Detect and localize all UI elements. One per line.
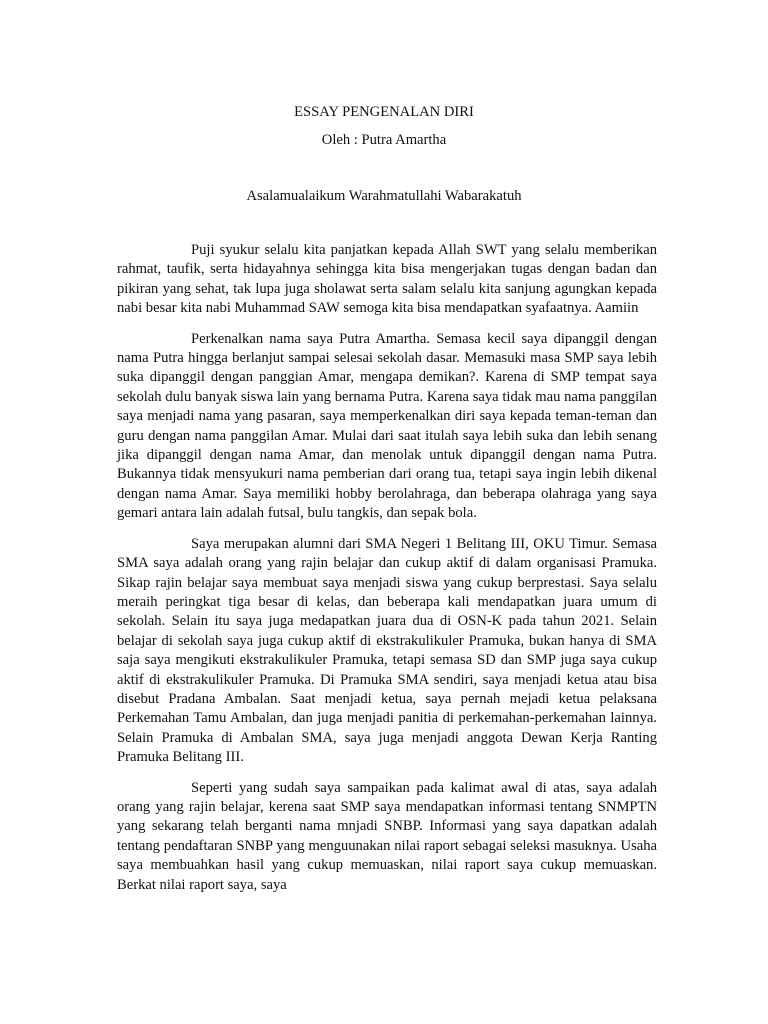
author-line: Oleh : Putra Amartha (321, 132, 447, 148)
paragraph: Perkenalkan nama saya Putra Amartha. Semasa kecil saya dipanggil dengan nama Putra hingga berlanjut sampai selesai sekolah dasar. Memasuki masa SMP saya lebih suka dipanggil dengan panggian Amar, mengapa demikan?. Karena di SMP tempat saya sekolah dulu banyak siswa lain yang bernama Putra. Karena saya tidak mau nama panggilan saya menjadi nama yang pasaran, saya memperkenalkan diri saya kepada teman-teman dan guru dengan nama panggilan Amar. Mulai dari saat itulah saya lebih suka dan lebih senang jika dipanggil dengan nama Amar, dan menolak untuk dipanggil dengan nama Putra. Bukannya tidak mensyukuri nama pemberian dari orang tua, tetapi saya ingin lebih dikenal dengan nama Amar. Saya memiliki hobby berolahraga, dan beberapa olahraga yang saya gemari antara lain adalah futsal, bulu tangkis, dan sepak bola. (117, 330, 657, 522)
paragraph: Seperti yang sudah saya sampaikan pada kalimat awal di atas, saya adalah orang yang rajin belajar, kerena saat SMP saya mendapatkan informasi tentang SNMPTN yang sekarang telah berganti nama mnjadi SNBP. Informasi yang saya dapatkan adalah tentang pendaftaran SNBP yang menguunakan nilai raport sebagai seleksi masuknya. Usaha saya membuahkan hasil yang cukup memuaskan, nilai raport saya cukup memuaskan. Berkat nilai raport saya, saya (117, 779, 657, 893)
document-body (117, 241, 657, 906)
paragraph: Puji syukur selalu kita panjatkan kepada Allah SWT yang selalu memberikan rahmat, taufik, serta hidayahnya sehingga kita bisa mengerjakan tugas dengan badan dan pikiran yang sehat, tak lupa juga sholawat serta salam selalu kita sanjung agungkan kepada nabi besar kita nabi Muhammad SAW semoga kita bisa mendapatkan syafaatnya. Aamiin (117, 242, 657, 317)
paragraph: Saya merupakan alumni dari SMA Negeri 1 Belitang III, OKU Timur. Semasa SMA saya adalah orang yang rajin belajar dan cukup aktif di dalam organisasi Pramuka. Sikap rajin belajar saya membuat saya menjadi siswa yang cukup berprestasi. Saya selalu meraih peringkat tiga besar di kelas, dan beberapa kali mendapatkan juara umum di sekolah. Selain itu saya juga medapatkan juara dua di OSN-K pada tahun 2021. Selain belajar di sekolah saya juga cukup aktif di ekstrakulikuler Pramuka, bukan hanya di SMA saja saya mengikuti ekstrakulikuler Pramuka, tetapi semasa SD dan SMP juga saya cukup aktif di ekstrakulikuler Pramuka. Di Pramuka SMA sendiri, saya menjadi ketua atau bisa disebut Pradana Ambalan. Saat menjadi ketua, saya pernah mejadi ketua pelaksana Perkemahan Tamu Ambalan, dan juga menjadi panitia di perkemahan-perkemahan lainnya. Selain Pramuka di Ambalan SMA, saya juga menjadi anggota Dewan Kerja Ranting Pramuka Belitang III. (117, 535, 657, 766)
greeting-line: Asalamualaikum Warahmatullahi Wabarakatuh (246, 188, 522, 204)
document-title: ESSAY PENGENALAN DIRI (294, 104, 474, 120)
